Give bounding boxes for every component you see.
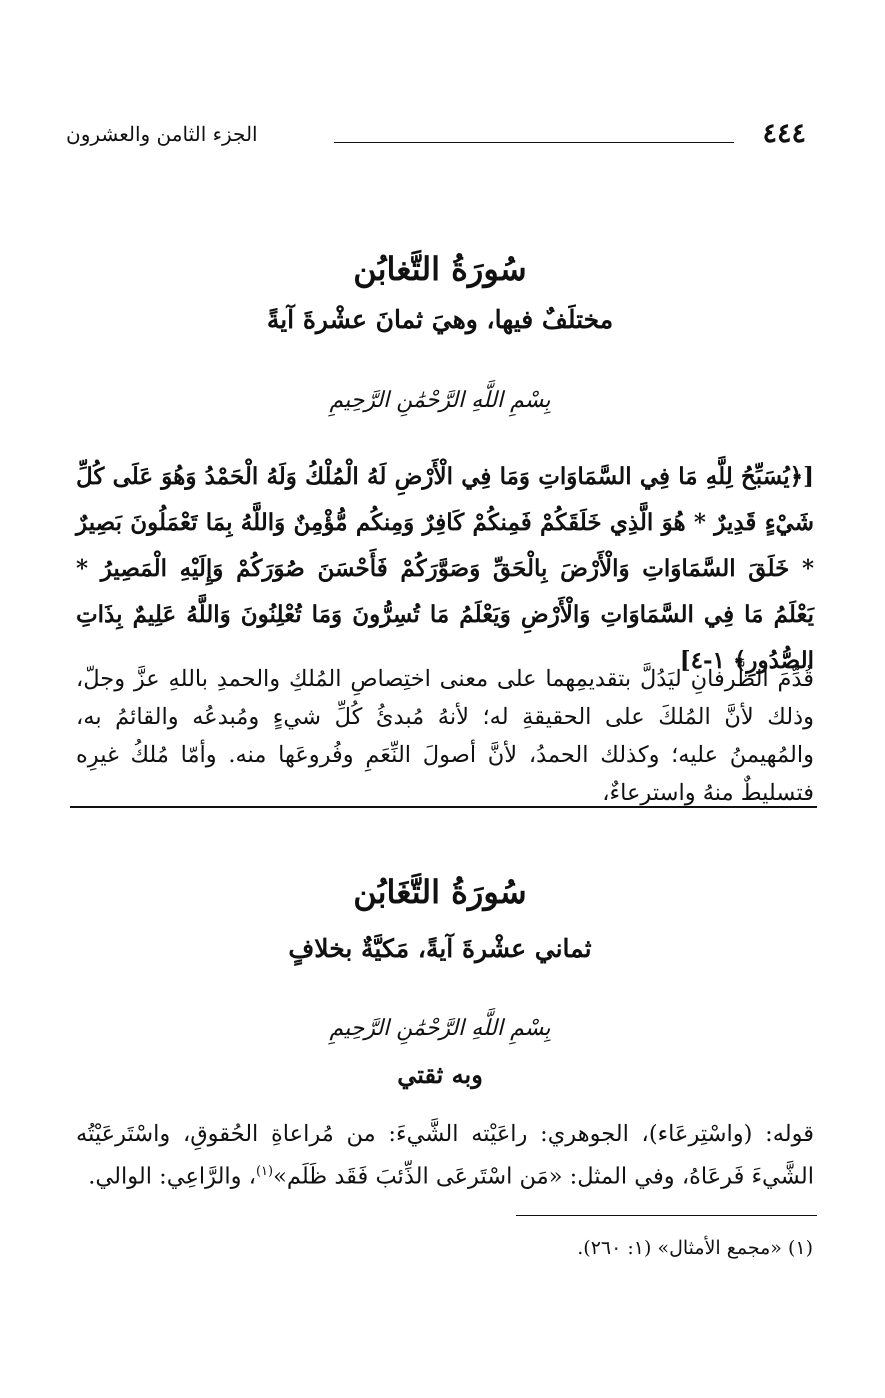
top-commentary: قُدِّمَ الظَّرفانِ ليَدُلَّ بتقديمِهما على معنى اختِصاصِ المُلكِ والحمدِ باللهِ عزَّ وجلّ، وذلك لأنَّ المُلكَ على الحقيقةِ له؛ لأنهُ مُبدئُ كُلِّ شيءٍ ومُبدعُه والقائمُ به، والمُهيمنُ عليه؛ وكذلك الحمدُ، لأنَّ أصولَ النِّعَمِ وفُروعَها منه. وأمّا مُلكُ غيرِه فتسليطٌ منهُ واسترعاءٌ، <box>76 666 814 806</box>
bottom-commentary <box>76 1115 814 1196</box>
footnote-rule <box>516 1215 817 1216</box>
page-header <box>66 118 806 158</box>
running-title: الجزء الثامن والعشرون <box>66 122 258 146</box>
page-number: ٤٤٤ <box>762 118 806 149</box>
bottom-basmala <box>60 1016 820 1041</box>
top-surah-subtitle: مختلَفٌ فيها، وهيَ ثمانَ عشْرةَ آيةً <box>266 305 614 334</box>
header-rule <box>334 142 734 143</box>
top-basmala-text: بِسْمِ اللَّهِ الرَّحْمَٰنِ الرَّحِيمِ <box>329 388 551 413</box>
bottom-surah-title: سُورَةُ التَّغَابُن <box>353 873 527 911</box>
bottom-commentary-part2: ، والرَّاعِي: الوالي. <box>88 1163 256 1190</box>
bottom-commentary-part1: قوله: (واسْتِرعَاء)، الجوهري: راعَيْته الشَّيءَ: من مُراعاةِ الحُقوقِ، واسْتَرعَيْتُه الشَّيءَ فَرعَاهُ، وفي المثل: «مَن اسْتَرعَى الذِّئبَ فَقَد ظَلَم» <box>76 1121 814 1190</box>
top-quran-text: [﴿يُسَبِّحُ لِلَّهِ مَا فِي السَّمَاوَاتِ وَمَا فِي الْأَرْضِ لَهُ الْمُلْكُ وَلَهُ الْحَمْدُ وَهُوَ عَلَى كُلِّ شَيْءٍ قَدِيرٌ * هُوَ الَّذِي خَلَقَكُمْ فَمِنكُمْ كَافِرٌ وَمِنكُم مُّؤْمِنٌ وَاللَّهُ بِمَا تَعْمَلُونَ بَصِيرٌ * خَلَقَ السَّمَاوَاتِ وَالْأَرْضَ بِالْحَقِّ وَصَوَّرَكُمْ فَأَحْسَنَ صُوَرَكُمْ وَإِلَيْهِ الْمَصِيرُ * يَعْلَمُ مَا فِي السَّمَاوَاتِ وَالْأَرْضِ وَيَعْلَمُ مَا تُسِرُّونَ وَمَا تُعْلِنُونَ وَاللَّهُ عَلِيمٌ بِذَاتِ الصُّدُورِ﴾ ١-٤] <box>76 463 814 674</box>
bottom-basmala-text: بِسْمِ اللَّهِ الرَّحْمَٰنِ الرَّحِيمِ <box>329 1016 551 1041</box>
footnote-reference: (١) <box>255 1164 274 1179</box>
section-divider <box>70 806 817 808</box>
invocation: وبه ثقتي <box>397 1060 483 1089</box>
footnote: (١) «مجمع الأمثال» (١: ٢٦٠). <box>577 1237 813 1259</box>
top-surah-title: سُورَةُ التَّغابُن <box>353 250 527 288</box>
top-basmala <box>60 388 820 413</box>
bottom-surah-subtitle: ثماني عشْرةَ آيةً، مَكيَّةٌ بخلافٍ <box>288 934 592 963</box>
